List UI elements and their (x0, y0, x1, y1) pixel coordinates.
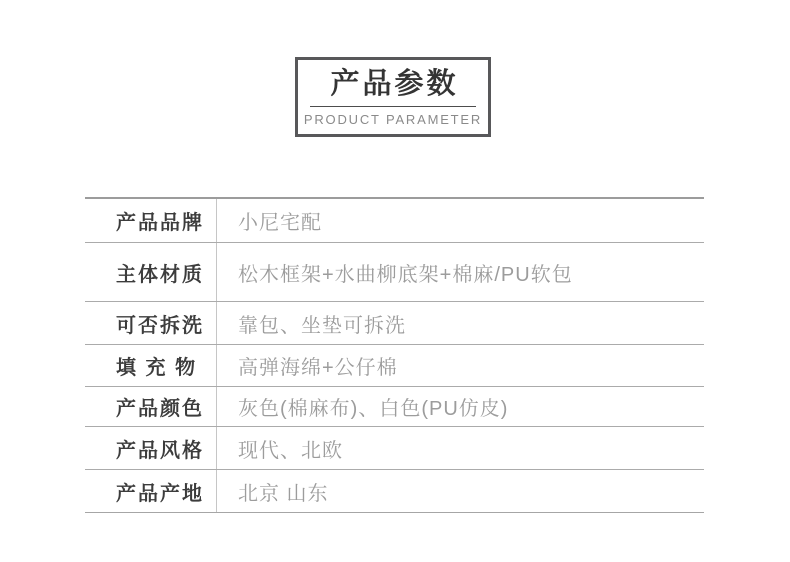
table-row (85, 345, 704, 387)
row-value: 北京 山东 (238, 482, 329, 505)
row-value: 小尼宅配 (238, 212, 322, 234)
spec-table (85, 197, 704, 513)
row-label: 产品风格 (85, 427, 217, 469)
table-row (85, 243, 704, 302)
row-label: 产品产地 (85, 470, 217, 512)
table-row (85, 470, 704, 512)
page-title: 产品参数 (330, 68, 459, 101)
table-row (85, 427, 704, 470)
row-label: 填 充 物 (85, 345, 217, 386)
table-row (85, 199, 704, 243)
row-value: 高弹海绵+公仔棉 (238, 357, 398, 379)
row-label: 可否拆洗 (85, 302, 217, 344)
page-subtitle: PRODUCT PARAMETER (303, 111, 483, 127)
row-label: 产品颜色 (85, 387, 217, 426)
row-label: 主体材质 (85, 243, 217, 301)
product-parameter-header-box (295, 57, 491, 137)
row-label: 产品品牌 (85, 199, 217, 242)
title-divider (310, 106, 476, 107)
row-value: 松木框架+水曲柳底架+棉麻/PU软包 (238, 263, 573, 286)
row-value: 灰色(棉麻布)、白色(PU仿皮) (238, 398, 509, 420)
table-row (85, 387, 704, 427)
row-value: 现代、北欧 (238, 439, 343, 462)
row-value: 靠包、坐垫可拆洗 (238, 314, 406, 337)
table-row (85, 302, 704, 345)
